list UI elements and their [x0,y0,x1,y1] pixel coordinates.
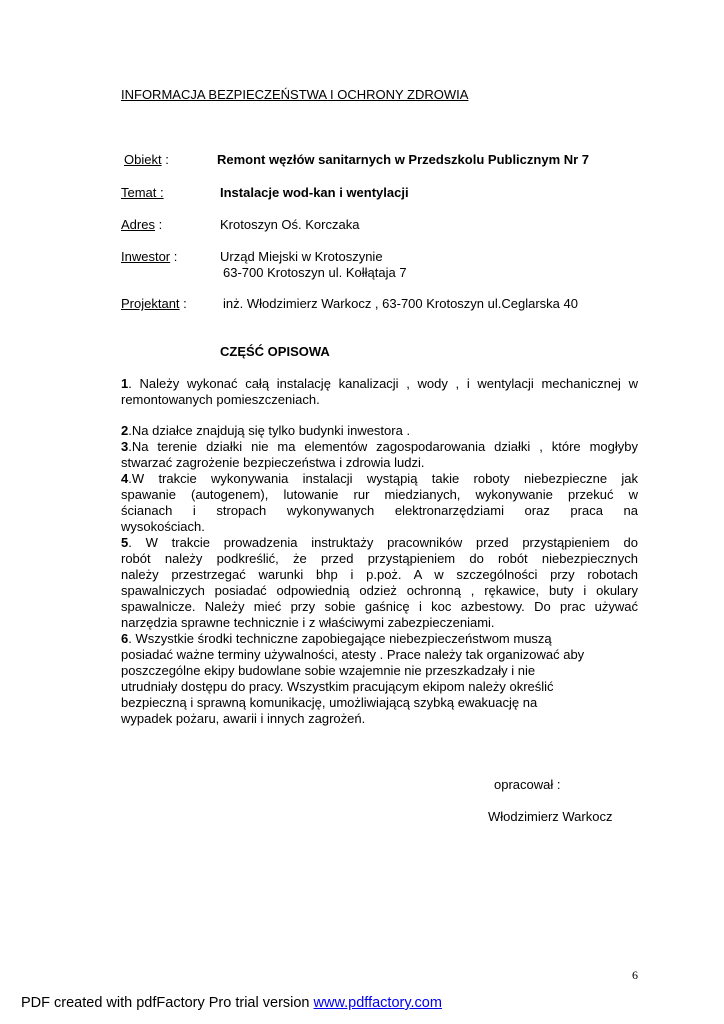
field-obiekt-label [121,152,169,167]
signature-label: opracował : [494,777,561,792]
inwestor-label: Inwestor [121,249,171,264]
field-temat-label: Temat : [121,185,164,200]
p3-line-2: stwarzać zagrożenie bezpieczeństwa i zdrowia ludzi. [121,455,425,470]
section-heading: CZĘŚĆ OPISOWA [220,344,330,359]
p2-line-1: 2.Na działce znajdują się tylko budynki inwestora . [121,423,411,438]
adres-label: Adres [121,217,155,232]
p6-line-1 [121,631,584,647]
field-projektant-value: inż. Włodzimierz Warkocz , 63-700 Krotoszyn ul.Ceglarska 40 [223,296,578,311]
paragraph-5 [121,535,638,631]
p6-line-1-text: . Wszystkie środki techniczne zapobiegające niebezpieczeństwom muszą [128,631,552,646]
p6-line-4: utrudniały dostępu do pracy. Wszystkim pracującym ekipom należy określić [121,679,554,694]
paragraph-3 [121,439,638,471]
p3-line-1-text: Na terenie działki nie ma elementów zagospodarowania działki , które mogłyby [131,439,638,454]
obiekt-label: Obiekt [124,152,162,167]
projektant-label: Projektant [121,296,180,311]
p1-num: 1 [121,376,129,391]
p4-line-1: 4.W trakcie wykonywania instalacji wystąpią takie roboty niebezpieczne jak [121,471,638,486]
p5-line-3: należy przestrzegać warunki bhp i p.poż. A w szczególności przy robotach [121,567,638,582]
p4-line-4: wysokościach. [121,519,205,534]
field-projektant-label [121,296,187,311]
footer-link[interactable]: www.pdffactory.com [313,995,442,1011]
p4-line-2: spawanie (autogenem), lutowanie rur miedzianych, wykonywanie przekuć w [121,487,638,502]
p5-line-2: robót należy podkreślić, że przed przystąpieniem do robót niebezpiecznych [121,551,638,566]
p6-line-6: wypadek pożaru, awarii i innych zagrożeń. [121,711,366,726]
p5-line-1-text: W trakcie prowadzenia instruktaży pracowników przed przystąpieniem do [131,535,638,550]
p6-line-3: poszczególne ekipy budowlane sobie wzajemnie nie przeszkadzały i nie [121,663,536,678]
field-temat-value: Instalacje wod-kan i wentylacji [220,185,409,200]
footer-text: PDF created with pdfFactory Pro trial version [21,995,314,1011]
adres-sep: : [158,217,163,232]
p1-line-1-text: Należy wykonać całą instalację kanalizacji , wody , i wentylacji mechanicznej w [139,376,638,391]
p5-line-5: spawalnicze. Należy mieć przy sobie gaśnicę i koc azbestowy. Do prac używać [121,599,638,614]
p6-num: 6 [121,631,129,646]
p1-line-1: 1. Należy wykonać całą instalację kanalizacji , wody , i wentylacji mechanicznej w [121,376,638,391]
paragraph-4 [121,471,638,535]
p2-num: 2 [121,423,129,438]
document-title: INFORMACJA BEZPIECZEŃSTWA I OCHRONY ZDROWIA [121,87,469,102]
signature-name: Włodzimierz Warkocz [488,809,613,824]
paragraph-6 [121,631,584,727]
p3-line-1: 3.Na terenie działki nie ma elementów zagospodarowania działki , które mogłyby [121,439,638,454]
p3-num: 3 [121,439,129,454]
p1-line-2: remontowanych pomieszczeniach. [121,392,320,407]
p5-line-6: narzędzia sprawne technicznie i z właściwymi zabezpieczeniami. [121,615,495,630]
pdf-footer [21,995,442,1011]
p4-line-1-text: W trakcie wykonywania instalacji wystąpią takie roboty niebezpieczne jak [131,471,638,486]
inwestor-sep: : [173,249,178,264]
p5-num: 5 [121,535,129,550]
paragraph-1 [121,376,638,408]
field-obiekt-value: Remont węzłów sanitarnych w Przedszkolu Publicznym Nr 7 [217,152,590,167]
field-adres-value: Krotoszyn Oś. Korczaka [220,217,360,232]
field-inwestor-value-line1: Urząd Miejski w Krotoszynie [220,249,383,264]
p4-line-3: ścianach i stropach wykonywanych elektronarzędziami oraz praca na [121,503,638,518]
paragraph-2 [121,423,638,439]
p4-num: 4 [121,471,129,486]
p5-line-1: 5. W trakcie prowadzenia instruktaży pracowników przed przystąpieniem do [121,535,638,550]
obiekt-sep: : [165,152,169,167]
p2-text: Na działce znajdują się tylko budynki inwestora . [131,423,411,438]
projektant-sep: : [183,296,187,311]
field-adres-label [121,217,162,232]
page-number: 6 [632,968,638,982]
field-inwestor-value-line2: 63-700 Krotoszyn ul. Kołłątaja 7 [223,265,407,280]
p5-line-4: spawalniczych posiadać odpowiednią odzież ochronną , rękawice, buty i okulary [121,583,638,598]
p6-line-5: bezpieczną i sprawną komunikację, umożliwiającą szybką ewakuację na [121,695,538,710]
p6-line-2: posiadać ważne terminy używalności, atesty . Prace należy tak organizować aby [121,647,585,662]
field-inwestor-label [121,249,177,264]
